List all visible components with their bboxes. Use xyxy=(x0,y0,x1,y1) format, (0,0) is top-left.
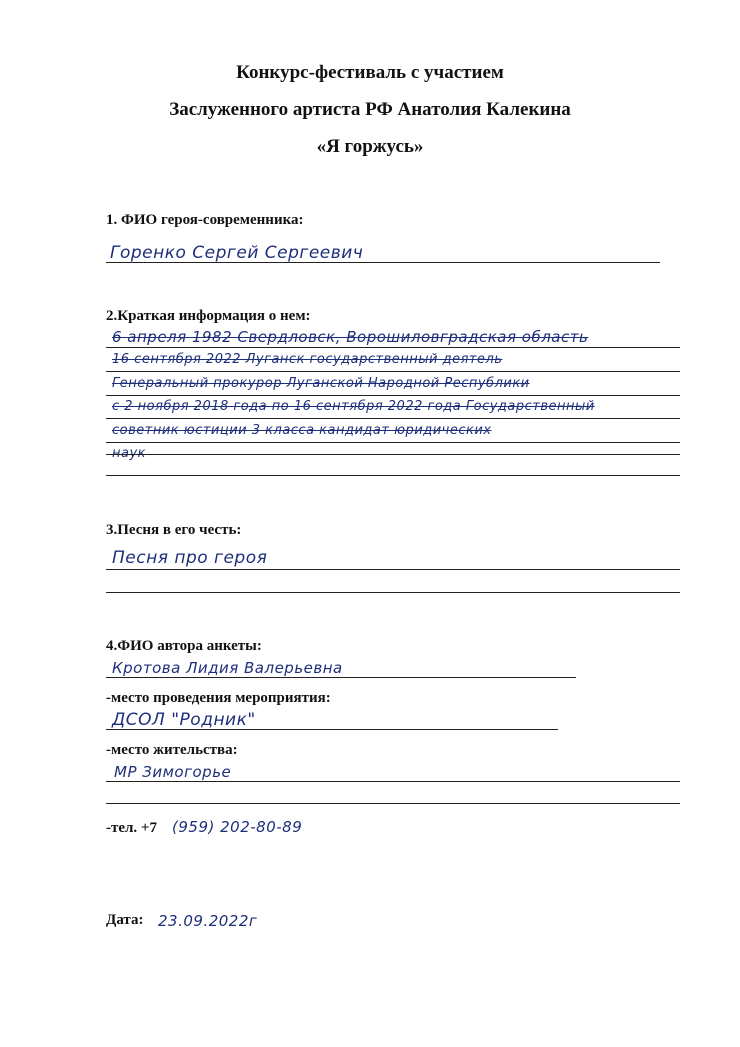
residence-rule-2 xyxy=(106,803,680,804)
hero-name-label: 1. ФИО героя-современника: xyxy=(106,212,304,228)
venue-line xyxy=(106,729,558,730)
brief-info-rule-1 xyxy=(106,347,680,348)
header-title-line-3: «Я горжусь» xyxy=(316,136,424,157)
brief-info-rule-5 xyxy=(106,442,680,443)
residence-value: МР Зимогорье xyxy=(114,763,232,781)
song-label: 3.Песня в его честь: xyxy=(106,522,242,538)
residence-rule-1 xyxy=(106,781,680,782)
author-name-label: 4.ФИО автора анкеты: xyxy=(106,638,262,654)
brief-info-line-4: с 2 ноября 2018 года по 16 сентября 2022 года Государственный xyxy=(112,399,595,414)
phone-value: (959) 202-80-89 xyxy=(172,818,303,836)
song-rule-1 xyxy=(106,569,680,570)
header-title-line-2: Заслуженного артиста РФ Анатолия Калекина xyxy=(169,99,571,120)
brief-info-rule-4 xyxy=(106,418,680,419)
phone-label: -тел. +7 xyxy=(106,820,157,836)
brief-info-line-5: советник юстиции 3 класса кандидат юридических xyxy=(112,423,492,438)
brief-info-rule-3 xyxy=(106,395,680,396)
brief-info-line-3: Генеральный прокурор Луганской Народной Республики xyxy=(112,376,530,391)
residence-label: -место жительства: xyxy=(106,742,238,758)
venue-label: -место проведения мероприятия: xyxy=(106,690,331,706)
date-label: Дата: xyxy=(106,912,144,928)
brief-info-line-1: 6 апреля 1982 Свердловск, Ворошиловградская область xyxy=(112,328,589,346)
brief-info-label: 2.Краткая информация о нем: xyxy=(106,308,311,324)
hero-name-value: Горенко Сергей Сергеевич xyxy=(110,243,364,263)
song-rule-2 xyxy=(106,592,680,593)
venue-value: ДСОЛ "Родник" xyxy=(112,710,256,730)
brief-info-rule-2 xyxy=(106,371,680,372)
brief-info-line-2: 16 сентября 2022 Луганск государственный деятель xyxy=(112,352,503,367)
header-title-line-1: Конкурс-фестиваль с участием xyxy=(236,62,504,83)
author-name-line xyxy=(106,677,576,678)
date-value: 23.09.2022г xyxy=(158,912,258,930)
brief-info-rule-6 xyxy=(106,454,680,455)
song-value: Песня про героя xyxy=(112,548,268,568)
author-name-value: Кротова Лидия Валерьевна xyxy=(112,659,343,677)
hero-name-line xyxy=(106,262,660,263)
brief-info-line-6: наук xyxy=(112,446,147,461)
brief-info-rule-7 xyxy=(106,475,680,476)
